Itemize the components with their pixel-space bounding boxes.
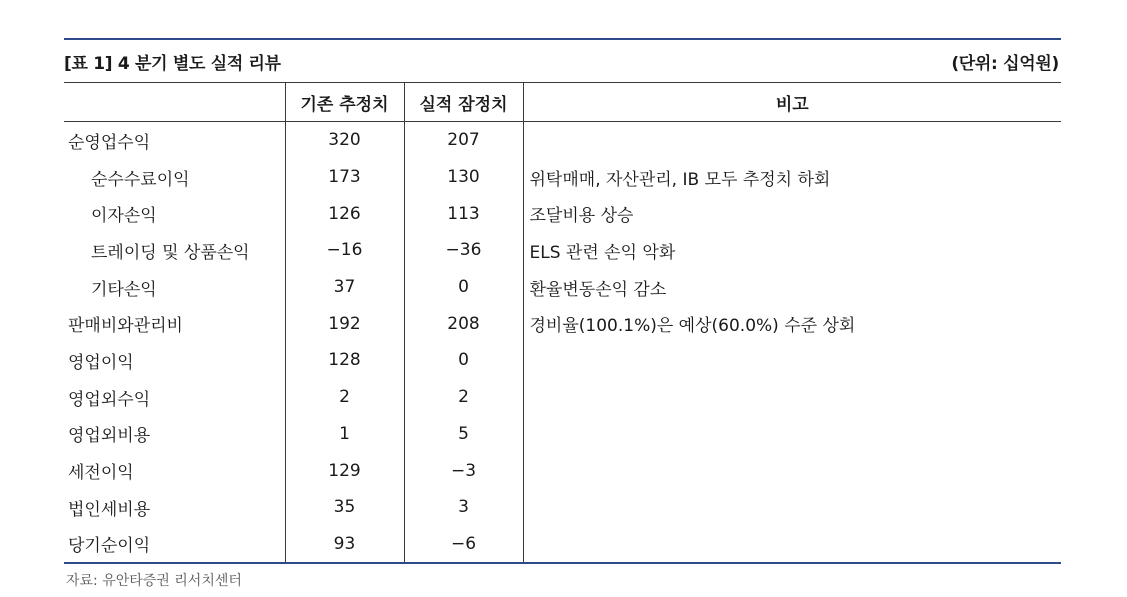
actual-value: −36 [404,232,523,269]
note-text [523,452,1061,489]
table-row [64,232,1061,269]
actual-value: −6 [404,526,523,563]
note-text: 환율변동손익 감소 [523,269,1061,306]
row-label: 기타손익 [91,279,157,300]
actual-value: 0 [404,342,523,379]
header-estimate: 기존 추정치 [285,83,404,122]
note-text [523,342,1061,379]
estimate-value: 2 [285,379,404,416]
actual-value: 5 [404,416,523,453]
table-row [64,159,1061,196]
row-label: 법인세비용 [68,499,151,520]
row-label: 트레이딩 및 상품손익 [91,242,250,263]
row-label: 판매비와관리비 [68,316,183,337]
row-label: 세전이익 [68,463,134,484]
table-body [64,122,1061,563]
estimate-value: 37 [285,269,404,306]
estimate-value: 126 [285,195,404,232]
table-row [64,269,1061,306]
estimate-value: 192 [285,305,404,342]
row-label: 영업외비용 [68,426,151,447]
row-label: 영업이익 [68,352,134,373]
source-note: 자료: 유안타증권 리서치센터 [66,573,242,590]
actual-value: −3 [404,452,523,489]
note-text: 위탁매매, 자산관리, IB 모두 추정치 하회 [523,159,1061,196]
actual-value: 0 [404,269,523,306]
estimate-value: 1 [285,416,404,453]
note-text [523,122,1061,159]
unit-label: (단위: 십억원) [951,53,1059,74]
title-row [64,40,1061,82]
note-text: 조달비용 상승 [523,195,1061,232]
table-row [64,305,1061,342]
note-text [523,489,1061,526]
actual-value: 113 [404,195,523,232]
note-text [523,526,1061,563]
estimate-value: 129 [285,452,404,489]
header-note: 비고 [523,83,1061,122]
estimate-value: 128 [285,342,404,379]
note-text [523,416,1061,453]
earnings-review-table [64,83,1061,562]
table-row [64,416,1061,453]
actual-value: 3 [404,489,523,526]
table-row [64,342,1061,379]
row-label: 이자손익 [91,206,157,227]
estimate-value: −16 [285,232,404,269]
table-header-row [64,83,1061,122]
note-text [523,379,1061,416]
estimate-value: 35 [285,489,404,526]
table-row [64,489,1061,526]
table-title: [표 1] 4 분기 별도 실적 리뷰 [64,53,281,74]
row-label: 당기순이익 [68,536,151,557]
estimate-value: 93 [285,526,404,563]
actual-value: 130 [404,159,523,196]
note-text: 경비율(100.1%)은 예상(60.0%) 수준 상회 [523,305,1061,342]
row-label: 순영업수익 [68,132,151,153]
estimate-value: 320 [285,122,404,159]
header-actual: 실적 잠정치 [404,83,523,122]
actual-value: 2 [404,379,523,416]
bottom-rule [64,562,1061,564]
header-blank [64,83,285,122]
table-row [64,122,1061,159]
table-row [64,526,1061,563]
actual-value: 208 [404,305,523,342]
row-label: 순수수료이익 [91,169,190,190]
table-row [64,452,1061,489]
table-row [64,195,1061,232]
actual-value: 207 [404,122,523,159]
report-table-block [64,38,1061,590]
note-text: ELS 관련 손익 악화 [523,232,1061,269]
estimate-value: 173 [285,159,404,196]
row-label: 영업외수익 [68,389,151,410]
table-row [64,379,1061,416]
